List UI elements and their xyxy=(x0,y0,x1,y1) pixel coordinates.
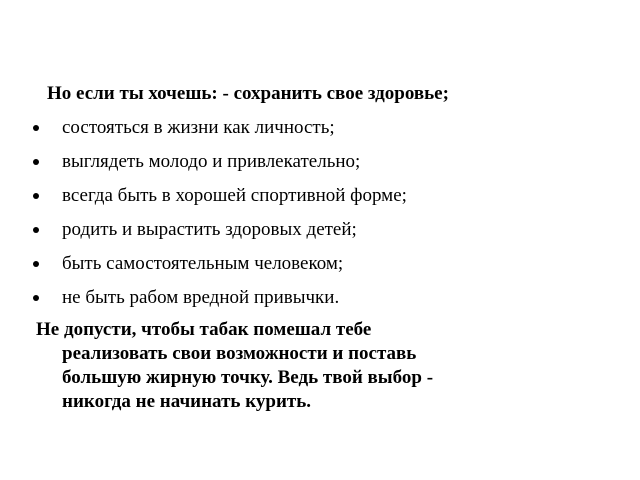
bullet-text: всегда быть в хорошей спортивной форме; xyxy=(62,185,407,206)
closing-line: никогда не начинать курить. xyxy=(62,391,312,412)
slide-heading: Но если ты хочешь: - сохранить свое здоровье; xyxy=(47,83,449,104)
bullet-dot-icon xyxy=(33,159,39,165)
bullet-text: быть самостоятельным человеком; xyxy=(62,253,344,274)
closing-line: реализовать свои возможности и поставь xyxy=(62,343,417,364)
bullet-dot-icon xyxy=(33,227,39,233)
bullet-dot-icon xyxy=(33,125,39,131)
bullet-text: выглядеть молодо и привлекательно; xyxy=(62,151,361,172)
closing-paragraph xyxy=(36,318,596,414)
bullet-dot-icon xyxy=(33,261,39,267)
bullet-text: состояться в жизни как личность; xyxy=(62,117,335,138)
bullet-dot-icon xyxy=(33,193,39,199)
closing-line: Не допусти, чтобы табак помешал тебе xyxy=(36,319,372,340)
bullet-dot-icon xyxy=(33,295,39,301)
bullet-text: родить и вырастить здоровых детей; xyxy=(62,219,357,240)
bullet-text: не быть рабом вредной привычки. xyxy=(62,287,340,308)
closing-line: большую жирную точку. Ведь твой выбор - xyxy=(62,367,434,388)
